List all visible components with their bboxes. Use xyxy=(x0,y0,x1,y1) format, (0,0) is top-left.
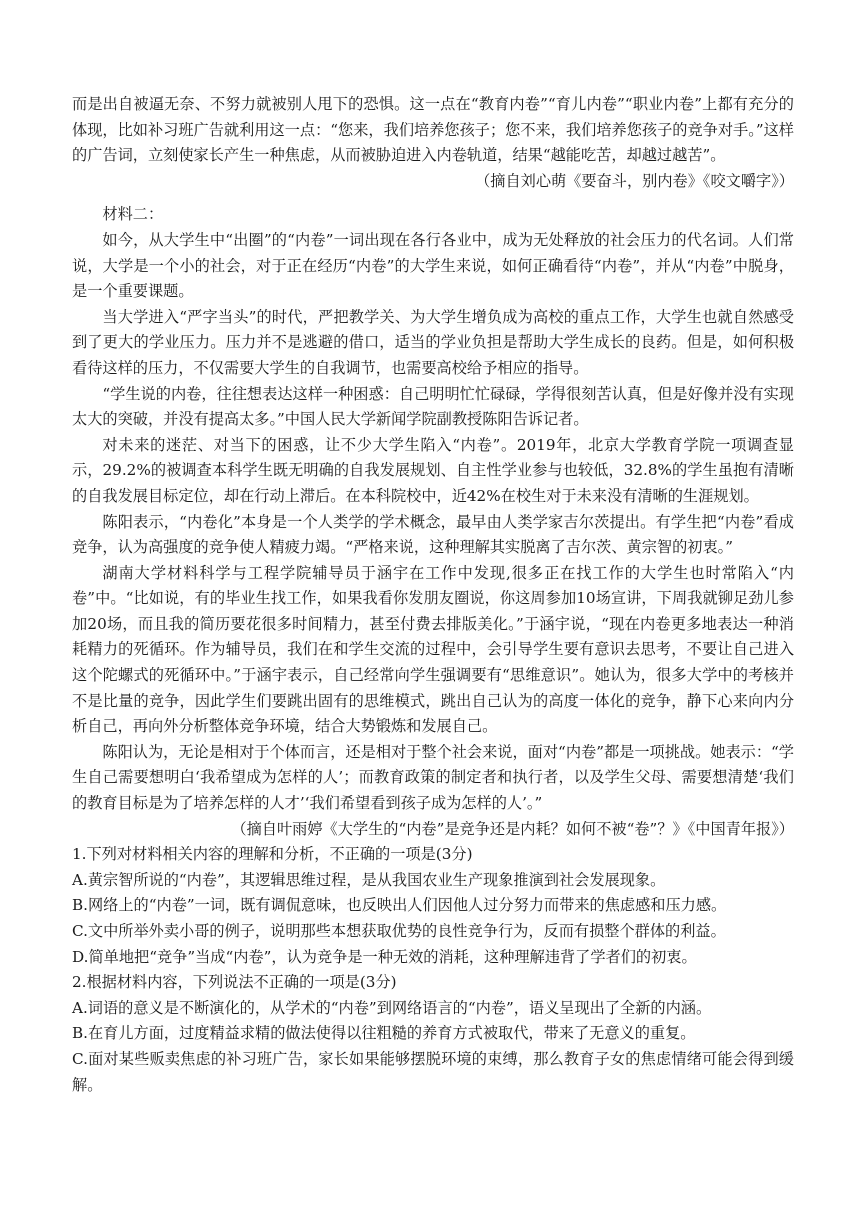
paragraph-3: 当大学进入“严字当头”的时代，严把教学关、为大学生增负成为高校的重点工作，大学生也就自然感受到了更大的学业压力。压力并不是逃避的借口，适当的学业负担是帮助大学生成长的良药。但是，如何积极看待这样的压力，不仅需要大学生的自我调节，也需要高校给予相应的指导。 xyxy=(72,307,794,377)
question-1-option-b: B.网络上的“内卷”一词，既有调侃意味，也反映出人们因他人过分努力而带来的焦虑感和压力感。 xyxy=(72,896,727,915)
question-2-option-b: B.在育儿方面，过度精益求精的做法使得以往粗糙的养育方式被取代，带来了无意义的重复。 xyxy=(72,1024,696,1043)
question-2-option-c: C.面对某些贩卖焦虑的补习班广告，家长如果能够摆脱环境的束缚，那么教育子女的焦虑情绪可能会得到缓解。 xyxy=(72,1049,794,1094)
paragraph-2: 如今，从大学生中“出圈”的“内卷”一词出现在各行各业中，成为无处释放的社会压力的代名词。人们常说，大学是一个小的社会，对于正在经历“内卷”的大学生来说，如何正确看待“内卷”，并从“内卷”中脱身，是一个重要课题。 xyxy=(72,230,794,301)
document-page xyxy=(72,92,794,1098)
question-2-option-a: A.词语的意义是不断演化的，从学术的“内卷”到网络语言的“内卷”，语义呈现出了全新的内涵。 xyxy=(72,998,712,1017)
section-heading-material-2: 材料二： xyxy=(102,205,164,224)
source-citation-2: （摘自叶雨婷《大学生的“内卷”是竞争还是内耗？如何不被“卷”？》《中国青年报》） xyxy=(231,819,794,838)
question-1-option-d: D.简单地把“竞争”当成“内卷”，认为竞争是一种无效的消耗，这种理解违背了学者们的初衷。 xyxy=(72,947,697,966)
paragraph-4: “学生说的内卷，往往想表达这样一种困惑：自己明明忙忙碌碌，学得很刻苦认真，但是好像并没有实现太大的突破，并没有提高太多。”中国人民大学新闻学院副教授陈阳告诉记者。 xyxy=(72,384,794,429)
source-citation-1: （摘自刘心萌《要奋斗，别内卷》《咬文嚼字》） xyxy=(475,171,794,190)
paragraph-8: 陈阳认为，无论是相对于个体而言，还是相对于整个社会来说，面对“内卷”都是一项挑战。她表示：“学生自己需要想明白‘我希望成为怎样的人’；而教育政策的制定者和执行者，以及学生父母、需要想清楚‘我们的教育目标是为了培养怎样的人才’‘我们希望看到孩子成为怎样的人’。” xyxy=(72,742,794,813)
paragraph-7: 湖南大学材料科学与工程学院辅导员于涵宇在工作中发现,很多正在找工作的大学生也时常陷入“内卷”中。“比如说，有的毕业生找工作，如果我看你发朋友圈说，你这周参加10场宣讲，下周我就铆足劲儿参加20场，而且我的简历要花很多时间精力，甚至付费去排版美化。”于涵宇说，“现在内卷更多地表达一种消耗精力的死循环。作为辅导员，我们在和学生交流的过程中，会引导学生要有意识去思考，不要让自己进入这个陀螺式的死循环中。”于涵宇表示，自己经常向学生强调要有“思维意识”。她认为，很多大学中的考核并不是比量的竞争，因此学生们要跳出固有的思维模式，跳出自己认为的高度一体化的竞争，静下心来向内分析自己，再向外分析整体竞争环境，结合大势锻炼和发展自己。 xyxy=(72,563,794,736)
question-1: 1.下列对材料相关内容的理解和分析，不正确的一项是(3分) xyxy=(72,845,473,864)
question-1-option-a: A.黄宗智所说的“内卷”，其逻辑思维过程，是从我国农业生产现象推演到社会发展现象。 xyxy=(72,870,666,889)
paragraph-6: 陈阳表示，“内卷化”本身是一个人类学的学术概念，最早由人类学家吉尔茨提出。有学生把“内卷”看成竞争，认为高强度的竞争使人精疲力竭。“严格来说，这种理解其实脱离了吉尔茨、黄宗智的初衷。” xyxy=(72,512,794,557)
paragraph-1: 而是出自被逼无奈、不努力就被别人甩下的恐惧。这一点在“教育内卷”“育儿内卷”“职业内卷”上都有充分的体现，比如补习班广告就利用这一点：“您来，我们培养您孩子；您不来，我们培养您孩子的竞争对手。”这样的广告词，立刻使家长产生一种焦虑，从而被胁迫进入内卷轨道，结果“越能吃苦，却越过越苦”。 xyxy=(72,95,794,165)
question-2: 2.根据材料内容，下列说法不正确的一项是(3分) xyxy=(72,973,397,992)
paragraph-5: 对未来的迷茫、对当下的困惑，让不少大学生陷入“内卷”。2019年，北京大学教育学院一项调查显示，29.2%的被调查本科学生既无明确的自我发展规划、自主性学业参与也较低，32.8%的学生虽抱有清晰的自我发展目标定位，却在行动上滞后。在本科院校中，近42%在校生对于未来没有清晰的生涯规划。 xyxy=(72,435,794,505)
question-1-option-c: C.文中所举外卖小哥的例子，说明那些本想获取优势的良性竞争行为，反而有损整个群体的利益。 xyxy=(72,922,726,940)
